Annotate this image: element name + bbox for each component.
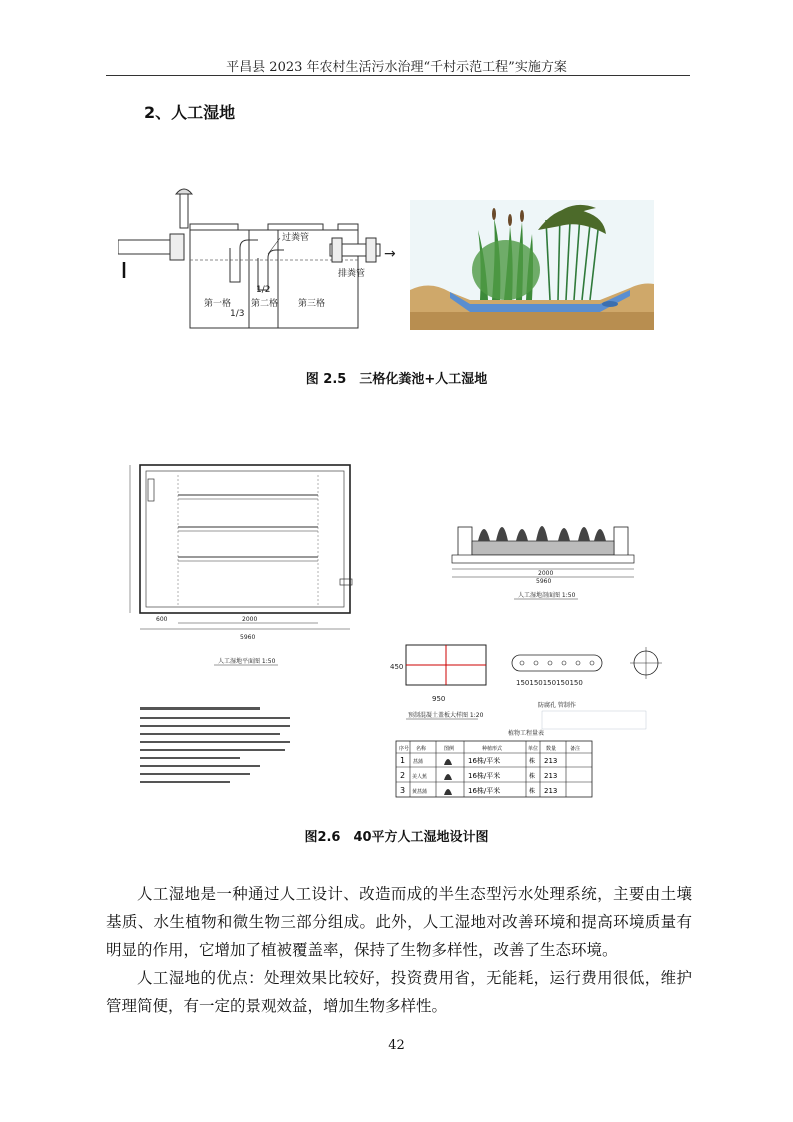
pipe-title: 防腐孔 管制作 bbox=[538, 702, 576, 709]
slab-dim-450: 450 bbox=[390, 663, 404, 671]
table-row-1-no: 1 bbox=[400, 756, 406, 765]
table-row-2-no: 2 bbox=[400, 771, 406, 780]
table-row-1-name: 菖蒲 bbox=[413, 759, 424, 765]
label-outlet: 排粪管 bbox=[338, 269, 366, 279]
paragraph-1: 人工湿地是一种通过人工设计、改造而成的半生态型污水处理系统，主要由土壤基质、水生植物和微生物三部分组成。此外，人工湿地对改善环境和提高环境质量有明显的作用，它增加了植被覆盖率，保持了生物多样性，改善了生态环境。 bbox=[106, 885, 692, 959]
design-notes bbox=[140, 707, 290, 783]
table-header-2: 图例 bbox=[444, 746, 455, 752]
label-cell-1: 第一格 bbox=[204, 299, 232, 309]
arrow-right: → bbox=[384, 246, 396, 262]
label-ratio-half: 1/2 bbox=[256, 285, 271, 295]
section-dim-2000: 2000 bbox=[538, 570, 554, 577]
table-row-2-form: 16株/平米 bbox=[468, 772, 501, 780]
vent-pipe bbox=[176, 189, 192, 228]
table-row-2-unit: 株 bbox=[529, 773, 536, 780]
label-cell-3: 第三格 bbox=[298, 299, 326, 309]
section-title: 人工湿地剖面图 1:50 bbox=[518, 592, 576, 599]
table-row-1-unit: 株 bbox=[529, 758, 536, 765]
cover-slab-detail bbox=[390, 645, 486, 719]
table-header-3: 种植形式 bbox=[482, 746, 503, 752]
header-rule bbox=[106, 75, 690, 76]
table-header-5: 数量 bbox=[546, 746, 557, 752]
table-row-3-name: 黄菖蒲 bbox=[412, 789, 428, 795]
slab-dim-950: 950 bbox=[432, 695, 446, 703]
table-header-0: 序号 bbox=[399, 746, 410, 752]
plan-dim-5960: 5960 bbox=[240, 634, 256, 641]
table-header-4: 单位 bbox=[528, 746, 539, 752]
section-title: 2、人工湿地 bbox=[144, 103, 236, 122]
label-cell-2: 第二格 bbox=[251, 299, 279, 309]
wetland-section-view bbox=[452, 526, 634, 599]
body-text bbox=[106, 880, 692, 1020]
page-number: 42 bbox=[388, 1038, 405, 1053]
table-row-2-qty: 213 bbox=[544, 772, 558, 780]
table-row-2-name: 美人蕉 bbox=[412, 774, 428, 780]
pipe-dims: 150150150150150 bbox=[516, 679, 583, 687]
table-row-1-form: 16株/平米 bbox=[468, 757, 501, 765]
plant-table-title: 植物工程量表 bbox=[508, 730, 545, 737]
table-row-3-unit: 株 bbox=[529, 788, 536, 795]
table-header-1: 名称 bbox=[416, 746, 427, 752]
figure-wetland-design bbox=[118, 445, 678, 805]
plant-table bbox=[396, 729, 592, 797]
label-transfer-pipe: 过粪管 bbox=[282, 233, 310, 243]
slab-title: 预制混凝土盖板大样图 1:20 bbox=[408, 712, 484, 719]
plan-dim-600: 600 bbox=[156, 616, 168, 623]
paragraph-2: 人工湿地的优点：处理效果比较好，投资费用省，无能耗，运行费用很低，维护管理简便，有一定的景观效益，增加生物多样性。 bbox=[106, 969, 692, 1015]
inlet-pipe bbox=[118, 234, 184, 278]
label-ratio-third: 1/3 bbox=[230, 309, 245, 319]
figure-2-5-caption: 图 2.5 三格化粪池+人工湿地 bbox=[305, 372, 488, 387]
plan-title: 人工湿地平面图 1:50 bbox=[218, 658, 276, 665]
table-row-3-no: 3 bbox=[400, 786, 406, 795]
section-dim-5960: 5960 bbox=[536, 578, 552, 585]
figure-2-6-caption: 图2.6 40平方人工湿地设计图 bbox=[304, 830, 489, 845]
table-row-3-form: 16株/平米 bbox=[468, 787, 501, 795]
wetland-illustration bbox=[410, 200, 654, 330]
table-header-6: 备注 bbox=[570, 746, 581, 752]
figure-septic-wetland bbox=[118, 182, 658, 342]
table-row-3-qty: 213 bbox=[544, 787, 558, 795]
table-row-1-qty: 213 bbox=[544, 757, 558, 765]
page-header: 平昌县 2023 年农村生活污水治理“千村示范工程”实施方案 bbox=[226, 60, 567, 75]
perforated-pipe-detail bbox=[512, 647, 662, 729]
plan-dim-2000: 2000 bbox=[242, 616, 258, 623]
wetland-plan-view bbox=[130, 465, 352, 665]
